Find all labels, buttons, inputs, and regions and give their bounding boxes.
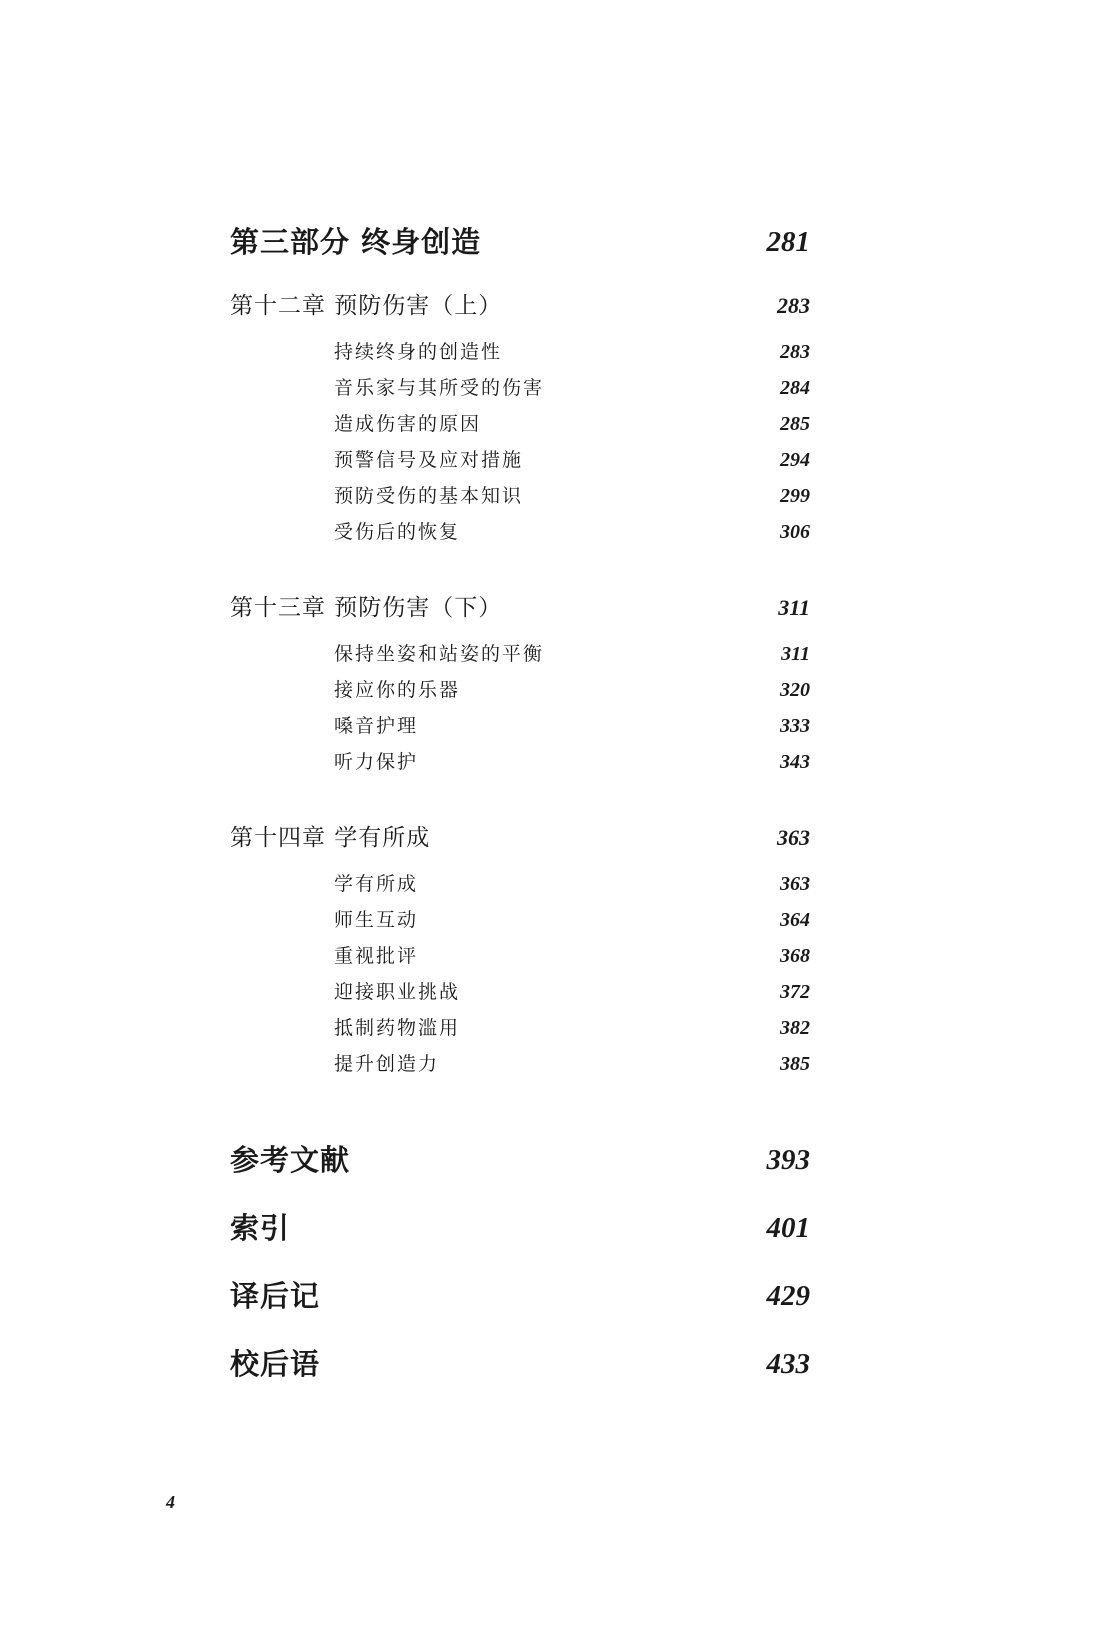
section-page-number: 343 [780,751,810,773]
section-title: 保持坐姿和站姿的平衡 [334,643,545,665]
toc-section [0,936,1100,976]
toc-section [0,332,1100,372]
back-page-number: 401 [766,1212,810,1244]
section-title: 音乐家与其所受的伤害 [334,377,545,399]
section-title: 学有所成 [334,873,419,895]
section-title: 预防受伤的基本知识 [334,485,524,507]
toc-section [0,864,1100,904]
section-title: 受伤后的恢复 [334,521,461,543]
section-title: 造成伤害的原因 [334,413,482,435]
section-page-number: 382 [780,1017,810,1039]
toc-back-proofreader-afterword [0,1344,1100,1384]
toc-section [0,972,1100,1012]
chapter-page-number: 311 [778,595,810,620]
section-title: 师生互动 [334,909,419,931]
section-page-number: 285 [780,413,810,435]
chapter-title: 第十四章 学有所成 [230,825,431,851]
toc-section [0,742,1100,782]
toc-section [0,476,1100,516]
toc-section [0,670,1100,710]
toc-section [0,440,1100,480]
back-page-number: 433 [766,1348,810,1380]
section-page-number: 368 [780,945,810,967]
section-page-number: 299 [780,485,810,507]
chapter-page-number: 363 [777,825,810,850]
section-title: 提升创造力 [334,1053,440,1075]
section-title: 持续终身的创造性 [334,341,503,363]
section-page-number: 320 [780,679,810,701]
page-folio-number: 4 [166,1492,175,1512]
toc-section [0,634,1100,674]
section-page-number: 284 [780,377,810,399]
back-title: 校后语 [230,1347,321,1381]
toc-chapter-14 [0,818,1100,858]
section-title: 嗓音护理 [334,715,419,737]
section-title: 重视批评 [334,945,419,967]
back-page-number: 429 [766,1280,810,1312]
section-page-number: 372 [780,981,810,1003]
part-page-number: 281 [766,226,810,258]
section-title: 听力保护 [334,751,419,773]
section-page-number: 311 [781,643,810,665]
back-title: 参考文献 [230,1143,351,1177]
back-title: 索引 [230,1211,291,1245]
section-page-number: 306 [780,521,810,543]
toc-section [0,404,1100,444]
section-page-number: 363 [780,873,810,895]
section-page-number: 385 [780,1053,810,1075]
section-page-number: 283 [780,341,810,363]
section-title: 预警信号及应对措施 [334,449,524,471]
section-title: 迎接职业挑战 [334,981,461,1003]
toc-part-heading [0,222,1100,262]
section-page-number: 333 [780,715,810,737]
section-title: 抵制药物滥用 [334,1017,461,1039]
toc-chapter-13 [0,588,1100,628]
back-page-number: 393 [766,1144,810,1176]
back-title: 译后记 [230,1279,321,1313]
toc-section [0,368,1100,408]
toc-section [0,1008,1100,1048]
section-page-number: 294 [780,449,810,471]
chapter-title: 第十二章 预防伤害（上） [230,293,503,319]
toc-back-index [0,1208,1100,1248]
toc-back-translator-afterword [0,1276,1100,1316]
toc-back-references [0,1140,1100,1180]
section-page-number: 364 [780,909,810,931]
toc-chapter-12 [0,286,1100,326]
chapter-page-number: 283 [777,293,810,318]
part-title: 第三部分 终身创造 [230,225,482,259]
toc-section [0,1044,1100,1084]
section-title: 接应你的乐器 [334,679,461,701]
toc-section [0,512,1100,552]
toc-section [0,706,1100,746]
toc-section [0,900,1100,940]
chapter-title: 第十三章 预防伤害（下） [230,595,503,621]
